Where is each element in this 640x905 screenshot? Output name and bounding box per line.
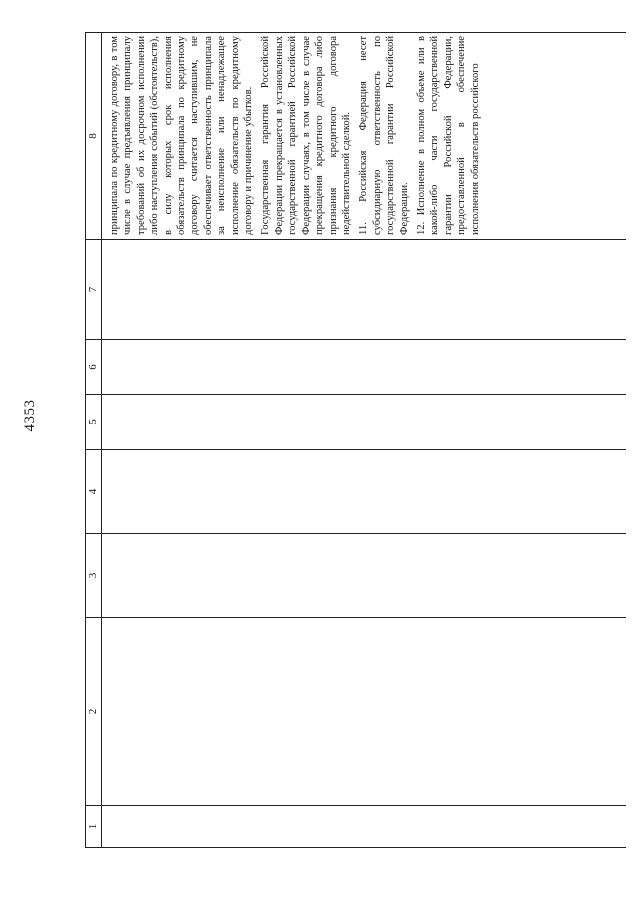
table-cell-6 xyxy=(102,340,627,395)
guarantee-table xyxy=(85,32,626,848)
column-header-5: 5 xyxy=(86,395,102,450)
table-cell-1 xyxy=(102,806,627,848)
table-cell-8 xyxy=(102,33,627,240)
column-header-3: 3 xyxy=(86,534,102,618)
page-number: 4353 xyxy=(22,399,38,432)
table-cell-7 xyxy=(102,240,627,340)
column-header-7: 7 xyxy=(86,240,102,340)
column-header-4: 4 xyxy=(86,450,102,534)
column-header-1: 1 xyxy=(86,806,102,848)
table-cell-2 xyxy=(102,618,627,806)
table-row xyxy=(102,33,627,848)
paragraph-guarantee-execution: 12. Исполнение в полном объеме или в какой-либо части государственной гарантии Российской Федерации, предоставленной в обеспечение исполнения обязательств российского xyxy=(415,36,481,235)
paragraph-subsidiary-liability: 11. Российская Федерация несет субсидиарную ответственность по государственной гарантии Российской Федерации. xyxy=(358,36,410,235)
column-header-2: 2 xyxy=(86,618,102,806)
column-header-6: 6 xyxy=(86,340,102,395)
table-header-row xyxy=(86,33,102,848)
table-cell-5 xyxy=(102,395,627,450)
rotated-table-container xyxy=(85,33,618,848)
table-cell-3 xyxy=(102,534,627,618)
paragraph-obligation-scope: принципала по кредитному договору, в том числе в случае предъявления принципалу требований об их досрочном исполнении либо наступления событий (обстоятельств), в силу которых срок исполнения обязательств принципала по кредитному договору считается наступившим, не обеспечивает ответственность принципала за неисполнение или ненадлежащее исполнение обязательств по кредитному договору и причинение убытков. xyxy=(109,36,255,235)
table-cell-4 xyxy=(102,450,627,534)
column-header-8: 8 xyxy=(86,33,102,240)
paragraph-guarantee-termination: Государственная гарантия Российской Федерации прекращается в установленных государственной гарантией Российской Федерации случаях, в том числе в случае прекращения кредитного договора либо признания кредитного договора недействительной сделкой. xyxy=(260,36,352,235)
